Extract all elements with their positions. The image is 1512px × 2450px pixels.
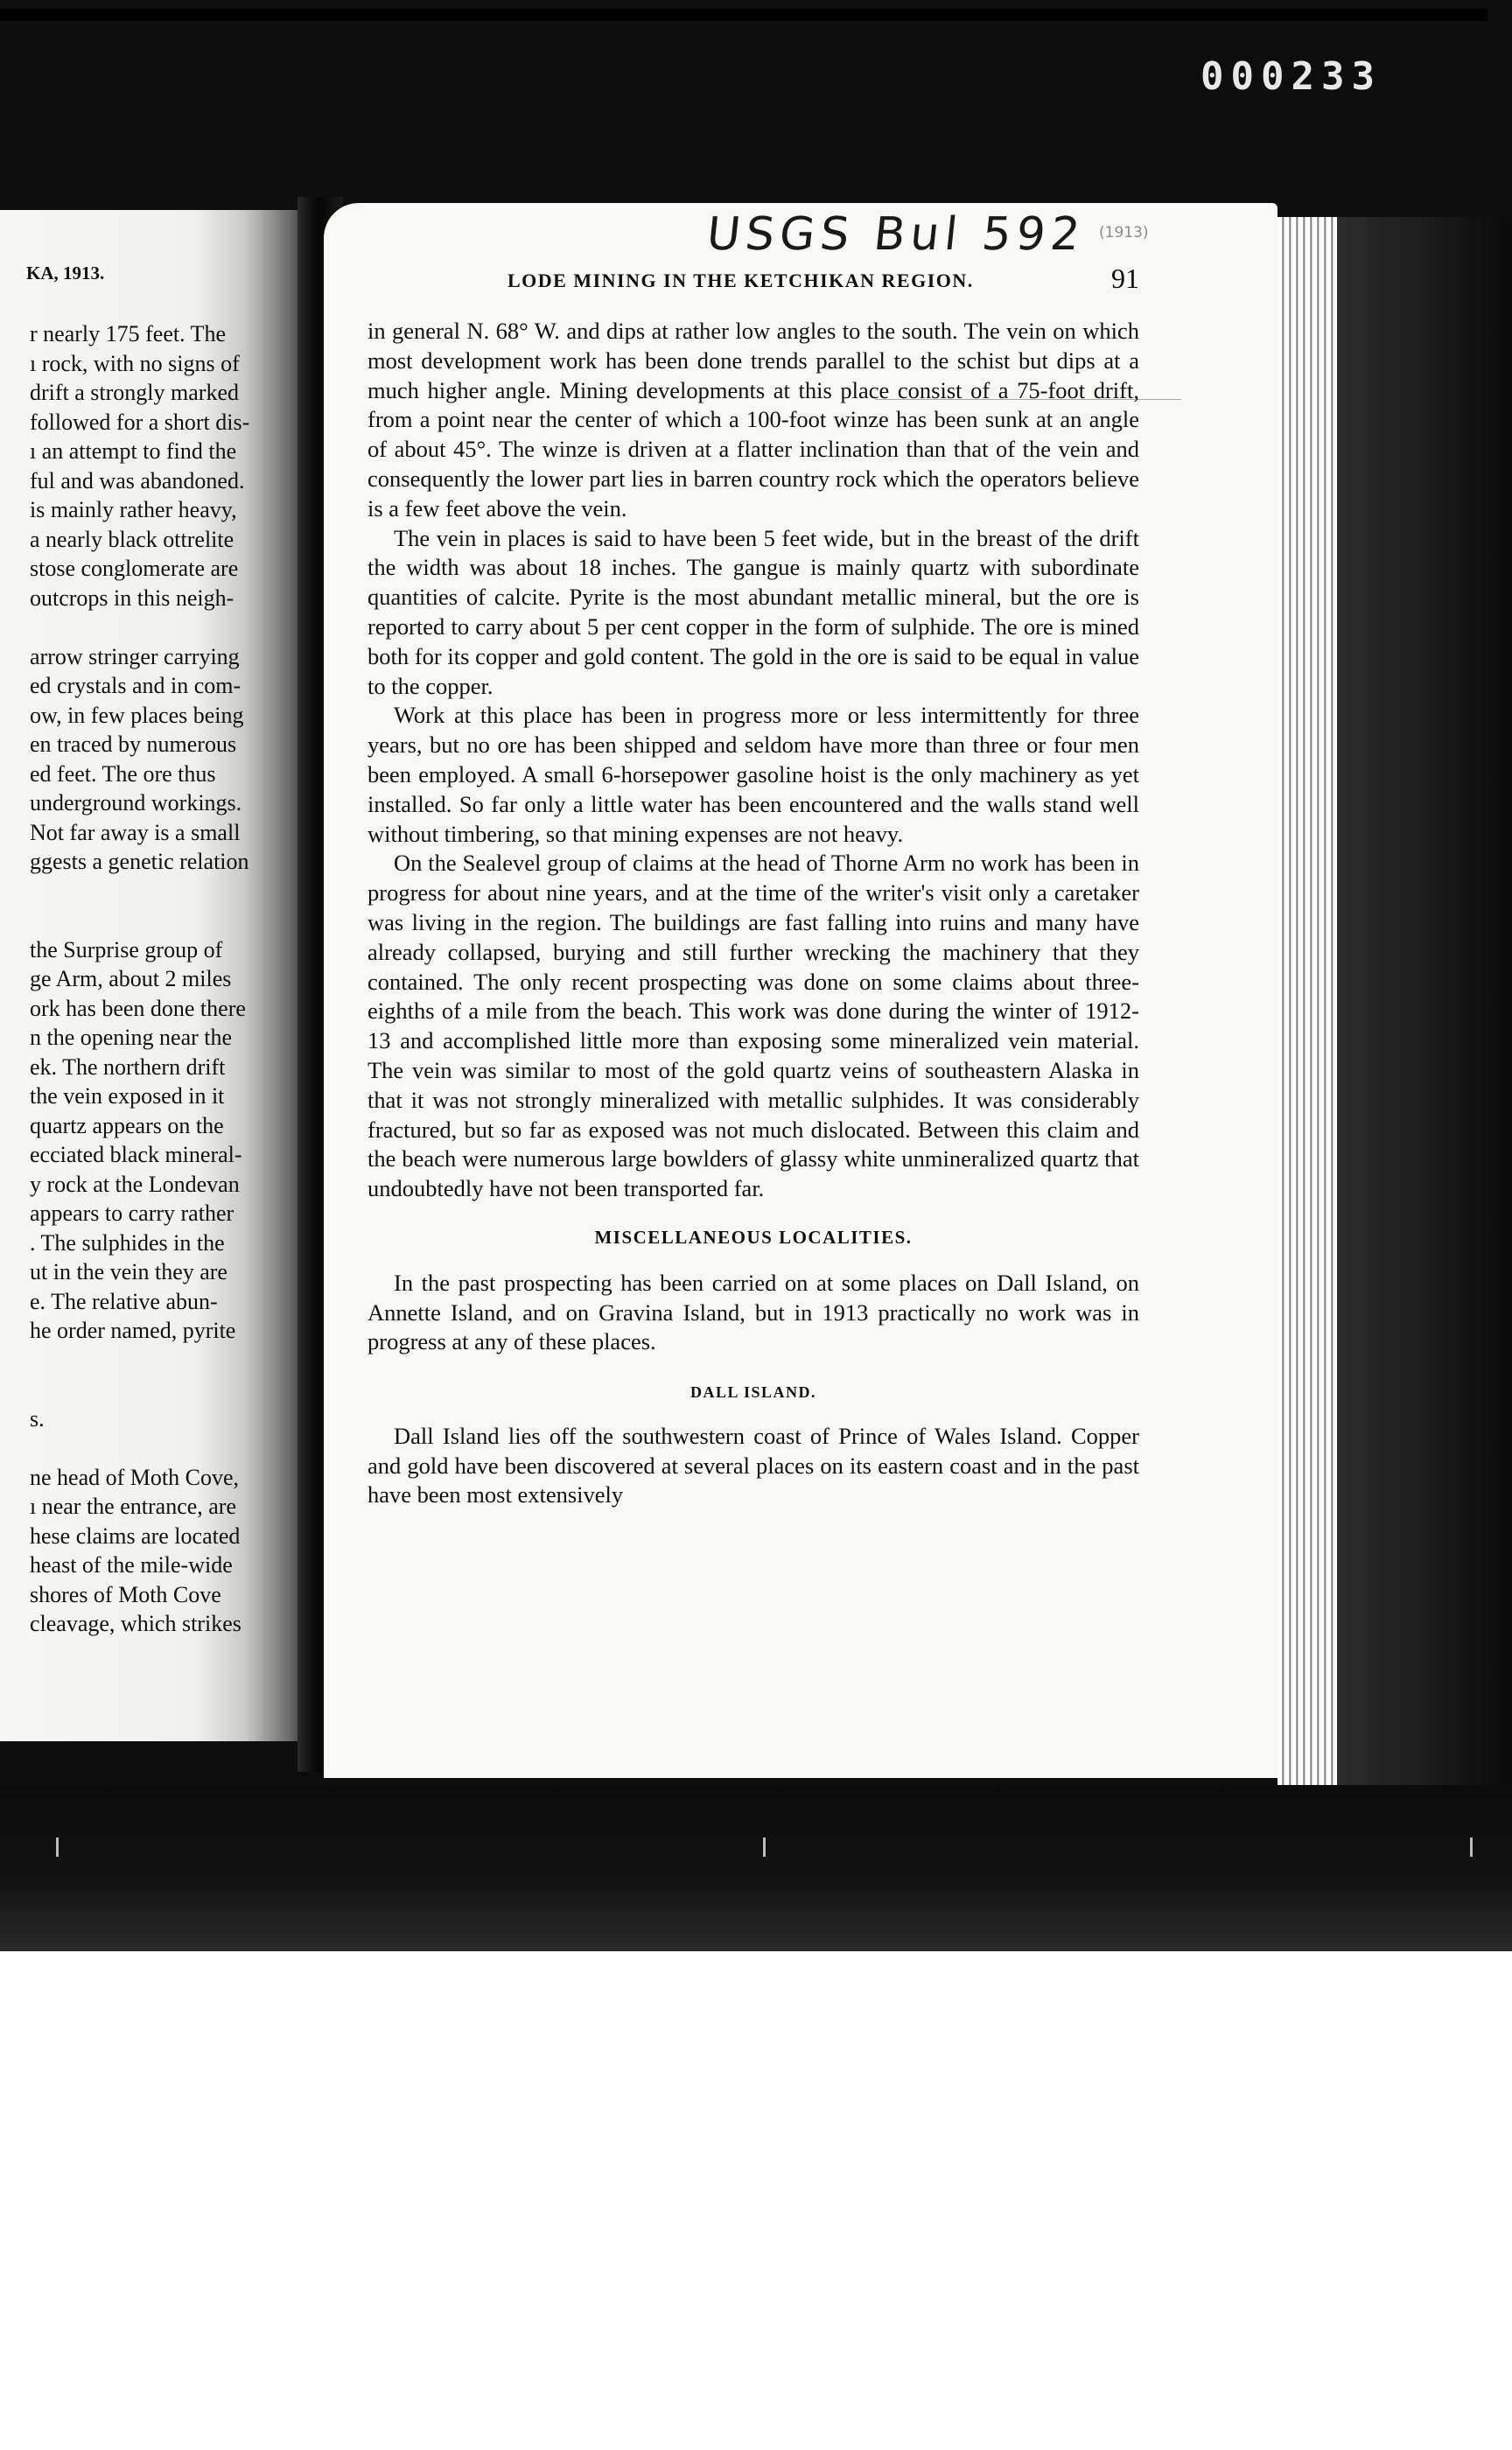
left-page-line-text: shores of Moth Cove xyxy=(30,1581,221,1607)
left-page-line xyxy=(30,554,315,584)
left-page-line-text: e. The relative abun- xyxy=(30,1288,218,1314)
section-heading: MISCELLANEOUS LOCALITIES. xyxy=(594,1226,913,1248)
left-page-line xyxy=(30,906,315,935)
left-page-line xyxy=(30,847,315,877)
left-page-line xyxy=(30,1550,315,1580)
handwritten-note: USGS Bul 592 xyxy=(704,208,1088,261)
left-page-line xyxy=(30,1257,315,1287)
section-paragraph: In the past prospecting has been carried on at some places on Dall Island, on Annette Island, and on Gravina Island, but in 1913 practically no work was in progress at any of these places. xyxy=(368,1269,1139,1355)
left-page-line-text: ı rock, with no signs of xyxy=(30,350,240,376)
left-page-line-text: s. xyxy=(30,1405,45,1432)
left-page-line xyxy=(30,1053,315,1082)
subsection-heading: DALL ISLAND. xyxy=(690,1383,817,1402)
left-running-head: KA, 1913. xyxy=(26,262,105,284)
left-page-line-text: outcrops in this neigh- xyxy=(30,584,234,611)
left-page-line xyxy=(30,1492,315,1522)
left-page-line xyxy=(30,349,315,379)
left-page-line xyxy=(30,466,315,496)
left-page-line-text: underground workings. xyxy=(30,790,242,816)
left-page-line-text: a nearly black ottrelite xyxy=(30,526,234,552)
scan-tick xyxy=(763,1838,766,1857)
left-page-line-text: the Surprise group of xyxy=(30,936,223,962)
left-page-line-text: Not far away is a small xyxy=(30,819,241,845)
subsection-paragraph: Dall Island lies off the southwestern coast of Prince of Wales Island. Copper and gold have been discovered at several places on its eastern coast and in the past have been most extensively xyxy=(368,1422,1139,1508)
left-page-line-text: ı an attempt to find the xyxy=(30,438,237,464)
left-page-line xyxy=(30,378,315,408)
left-page-line-text: followed for a short dis- xyxy=(30,409,250,435)
left-page-line-text: appears to carry rather xyxy=(30,1200,234,1226)
left-page-line xyxy=(30,584,315,613)
left-page-line xyxy=(30,1140,315,1170)
page-number: 91 xyxy=(1111,262,1139,294)
paragraph-3: Work at this place has been in progress more or less intermittently for three years, but no ore has been shipped and seldom have more than three or four men been employed. A small 6-horsepower gasoline hoist is the only machinery as yet installed. So far only a little water has been encountered and the walls stand well without timbering, so that mining expenses are not heavy. xyxy=(368,702,1139,847)
left-page-line-text: hese claims are located xyxy=(30,1522,241,1549)
left-page-line xyxy=(30,760,315,789)
left-page-line-text: quartz appears on the xyxy=(30,1112,224,1138)
left-page-line xyxy=(30,994,315,1024)
left-page-line xyxy=(30,1522,315,1551)
left-page-line-text: ork has been done there xyxy=(30,995,246,1021)
left-page-line xyxy=(30,1404,315,1434)
left-page-line xyxy=(30,319,315,349)
running-head: LODE MINING IN THE KETCHIKAN REGION. xyxy=(508,270,974,291)
left-page-line xyxy=(30,1433,315,1463)
left-page-line xyxy=(30,671,315,701)
left-page-line-text: heast of the mile-wide xyxy=(30,1552,233,1578)
edge-shadow xyxy=(1337,217,1512,1792)
left-page-line xyxy=(30,701,315,731)
left-page-line xyxy=(30,525,315,555)
left-page-line xyxy=(30,1463,315,1493)
left-page-line-text: n the opening near the xyxy=(30,1025,233,1050)
left-page-line-text: cleavage, which strikes xyxy=(30,1611,242,1636)
left-page-line xyxy=(30,612,315,642)
left-page-line xyxy=(30,1111,315,1141)
left-page-line-text: stose conglomerate are xyxy=(30,556,239,581)
left-page-line xyxy=(30,818,315,848)
left-page-line-text: is mainly rather heavy, xyxy=(30,497,237,522)
top-rule xyxy=(0,9,1488,21)
page-edges xyxy=(1278,217,1337,1792)
left-page-line-text: ow, in few places being xyxy=(30,702,244,728)
handwritten-faint-note: (1913) xyxy=(1099,224,1149,242)
left-page-line-text: ful and was abandoned. xyxy=(30,467,245,494)
left-page-line-text: ecciated black mineral- xyxy=(30,1142,242,1167)
left-page-line xyxy=(30,1609,315,1639)
left-page-line-text: drift a strongly marked xyxy=(30,380,239,405)
left-page-line-text: . The sulphides in the xyxy=(30,1229,225,1256)
paragraph-4: On the Sealevel group of claims at the head of Thorne Arm no work has been in progress for about nine years, and at the time of the writer's visit only a caretaker was living in the region. The buildings are fast falling into ruins and many have already collapsed, burying and still further wrecking the machinery that they contained. The only recent prospecting was done on some claims about three-eighths of a mile from the beach. This work was done during the winter of 1912-13 and accomplished little more than exposing some mineralized vein material. The vein was similar to most of the gold quartz veins of southeastern Alaska in that it was not strongly mineralized with metallic sulphides. It was considerably fractured, but so far as exposed was not much dislocated. Between this claim and the beach were numerous large bowlders of glassy white unmineralized quartz that undoubtedly have not been transported far. xyxy=(368,850,1139,1202)
left-page-text xyxy=(30,319,315,1639)
left-page-line-text: ek. The northern drift xyxy=(30,1054,226,1080)
left-page-line xyxy=(30,1580,315,1610)
left-page-line xyxy=(30,730,315,760)
left-page-line-text: ed crystals and in com- xyxy=(30,673,242,698)
left-page-line-text: ggests a genetic relation xyxy=(30,849,249,874)
left-page-line-text: ı near the entrance, are xyxy=(30,1494,237,1519)
left-page-line-text: ne head of Moth Cove, xyxy=(30,1464,240,1490)
left-page-line xyxy=(30,495,315,525)
left-page-line xyxy=(30,1228,315,1258)
left-page-line xyxy=(30,788,315,818)
left-page-line xyxy=(30,964,315,994)
left-page-line xyxy=(30,1023,315,1053)
left-page-line-text: arrow stringer carrying xyxy=(30,643,240,669)
left-page-line xyxy=(30,935,315,965)
left-page-line xyxy=(30,1316,315,1346)
left-page-line-text: r nearly 175 feet. The xyxy=(30,321,227,346)
left-page-line-text: ed feet. The ore thus xyxy=(30,760,216,787)
left-page-line xyxy=(30,408,315,438)
page-body xyxy=(368,317,1139,1510)
left-page-line-text: y rock at the Londevan xyxy=(30,1171,240,1197)
paragraph-2: The vein in places is said to have been 5 feet wide, but in the breast of the drift the width was about 18 inches. The gangue is mainly quartz with subordinate quantities of calcite. Pyrite is the most abundant metallic mineral, but the ore is reported to carry about 5 per cent copper in the form of sulphide. The ore is mined both for its copper and gold content. The gold in the ore is said to be equal in value to the copper. xyxy=(368,524,1139,699)
left-page-line-text: ut in the vein they are xyxy=(30,1259,228,1284)
left-page-line-text: ge Arm, about 2 miles xyxy=(30,966,232,991)
left-page-line-text: en traced by numerous xyxy=(30,732,237,757)
bottom-scan-band xyxy=(0,1785,1512,1951)
left-page-line xyxy=(30,1199,315,1228)
scan-tick xyxy=(56,1838,59,1857)
paragraph-1: in general N. 68° W. and dips at rather low angles to the south. The vein on which most development work has been done trends parallel to the schist but dips at a much higher angle. Mining developments at this place consist of a 75-foot drift, from a point near the center of which a 100-foot winze has been sunk at an angle of about 45°. The winze is driven at a flatter inclination than that of the vein and consequently the lower part lies in barren country rock which the operators believe is a few feet above the vein. xyxy=(368,318,1139,522)
left-page-line xyxy=(30,1346,315,1376)
left-page-line xyxy=(30,642,315,672)
left-page-line-text: he order named, pyrite xyxy=(30,1318,236,1343)
left-page-line-text: the vein exposed in it xyxy=(30,1083,225,1109)
left-page-line xyxy=(30,437,315,466)
scan-tick xyxy=(1470,1838,1473,1857)
left-page xyxy=(0,210,315,1741)
archive-number: 000233 xyxy=(1200,54,1382,99)
left-page-line xyxy=(30,1375,315,1404)
left-page-line xyxy=(30,1082,315,1111)
left-page-line xyxy=(30,1170,315,1200)
left-page-line xyxy=(30,877,315,906)
left-page-line xyxy=(30,1287,315,1317)
